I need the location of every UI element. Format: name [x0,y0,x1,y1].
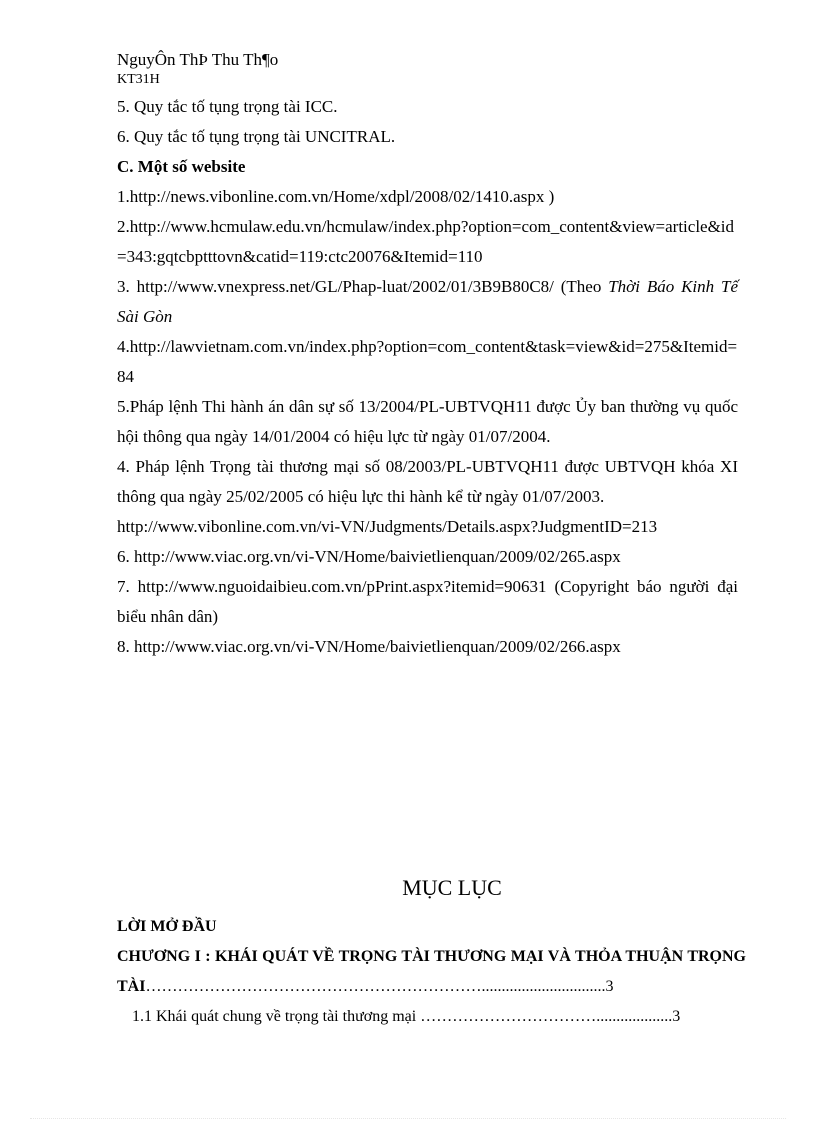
toc-section-1-1-title: 1.1 Khái quát chung về trọng tài thương mại [132,1008,421,1025]
website-item: 7. http://www.nguoidaibieu.com.vn/pPrint.aspx?itemid=90631 (Copyright báo người đại biểu nhân dân) [117,577,738,626]
page-bottom-divider [30,1118,786,1119]
website-url: 3. http://www.vnexpress.net/GL/Phap-luat/2002/01/3B9B80C8/ (Theo [117,277,609,296]
reference-item: 6. Quy tắc tố tụng trọng tài UNCITRAL. [117,127,396,146]
reference-item: 5. Quy tắc tố tụng trọng tài ICC. [117,97,338,116]
toc-chapter-1-leader: ………………………………………………………...............................3 [145,978,614,995]
website-item [117,272,738,332]
website-item: 5.Pháp lệnh Thi hành án dân sự số 13/2004/PL-UBTVQH11 được Ủy ban thường vụ quốc hội thông qua ngày 14/01/2004 có hiệu lực từ ngày 01/07/2004. [117,397,738,446]
toc-intro: LỜI MỞ ĐẦU [117,918,217,935]
website-item: 8. http://www.viac.org.vn/vi-VN/Home/baivietlienquan/2009/02/266.aspx [117,637,621,656]
website-item: 4.http://lawvietnam.com.vn/index.php?option=com_content&task=view&id=275&Itemid=84 [117,337,738,386]
table-of-contents [117,912,746,1032]
toc-chapter-1-title: CHƯƠNG I : KHÁI QUÁT VỀ TRỌNG TÀI THƯƠNG MẠI VÀ THỎA THUẬN TRỌNG TÀI [117,948,746,995]
header-author: NguyÔn ThÞ Thu Th¶o [117,50,279,69]
website-item: 6. http://www.viac.org.vn/vi-VN/Home/baivietlienquan/2009/02/265.aspx [117,547,621,566]
header-class: KT31H [117,72,160,87]
toc-section-1-1 [117,1002,746,1032]
website-item: http://www.vibonline.com.vn/vi-VN/Judgments/Details.aspx?JudgmentID=213 [117,517,658,536]
website-item: 1.http://news.vibonline.com.vn/Home/xdpl/2008/02/1410.aspx ) [117,187,555,206]
references-block [117,92,738,662]
website-item: 2.http://www.hcmulaw.edu.vn/hcmulaw/index.php?option=com_content&view=article&id=343:gqtcbptttovn&catid=119:ctc20076&Itemid=110 [117,217,735,266]
toc-section-1-1-leader: ……………………………...................3 [420,1008,681,1025]
website-source: Thời Báo Kinh Tế Sài Gòn [117,277,738,326]
toc-title: MỤC LỤC [402,875,502,900]
websites-heading: C. Một số website [117,157,246,176]
toc-chapter-1 [117,942,746,1002]
website-item: 4. Pháp lệnh Trọng tài thương mại số 08/2003/PL-UBTVQH11 được UBTVQH khóa XI thông qua ngày 25/02/2005 có hiệu lực thi hành kể từ ngày 01/07/2003. [117,457,738,506]
